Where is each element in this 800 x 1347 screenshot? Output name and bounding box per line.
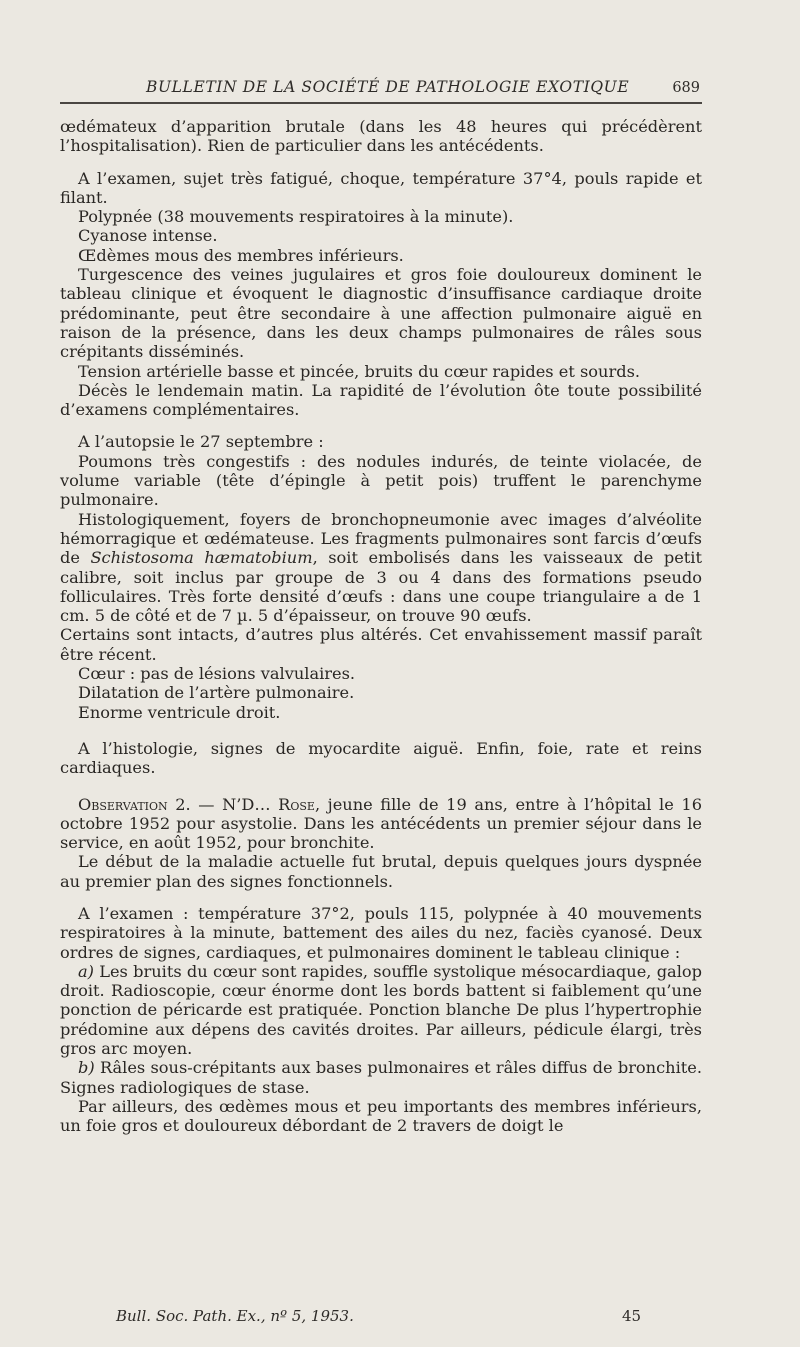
running-title: BULLETIN DE LA SOCIÉTÉ DE PATHOLOGIE EXOTIQUE <box>146 78 630 96</box>
signature-mark: 45 <box>622 1307 642 1325</box>
paragraph: Œdèmes mous des membres inférieurs. <box>78 245 404 265</box>
item-a-text: Les bruits du cœur sont rapides, souffle systolique mésocardiaque, galop droit. Radioscopie, cœur énorme dont les bords battent si faiblement qu’une ponction de péricarde est pratiquée. Ponction blanche De plus l’hypertrophie prédomine aux dépens des cavités droites. Par ailleurs, pédicule élargi, très gros arc moyen. <box>60 961 702 1059</box>
paragraph: A l’examen, sujet très fatigué, choque, température 37°4, pouls rapide et filant. <box>60 168 702 207</box>
page-number: 689 <box>672 80 700 96</box>
journal-reference: Bull. Soc. Path. Ex., nº 5, 1953. <box>116 1307 354 1325</box>
histology-text-start: Histologiquement, foyers de bronchopneumonie avec images d’alvéolite hémorragique et œdémateuse. Les fragments pulmonaires sont farcis d’œufs de <box>60 509 702 568</box>
paragraph: Dilatation de l’artère pulmonaire. <box>78 683 355 703</box>
item-b-text: Râles sous-crépitants aux bases pulmonaires et râles diffus de bronchite. Signes radiologiques de stase. <box>60 1058 702 1097</box>
patient-name: Rose <box>278 794 315 814</box>
paragraph: Polypnée (38 mouvements respiratoires à la minute). <box>78 207 514 227</box>
observation-paragraph <box>60 795 702 853</box>
observation-label: Observation 2. <box>78 794 191 814</box>
paragraph: Tension artérielle basse et pincée, bruits du cœur rapides et sourds. <box>78 361 641 381</box>
paragraph: œdémateux d’apparition brutale (dans les 48 heures qui précédèrent l’hospitalisation). Rien de particulier dans les antécédents. <box>60 117 702 156</box>
paragraph: A l’histologie, signes de myocardite aiguë. Enfin, foie, rate et reins cardiaques. <box>60 738 702 778</box>
page-footer <box>60 1307 702 1331</box>
histology-paragraph <box>60 510 702 626</box>
paragraph: Par ailleurs, des œdèmes mous et peu importants des membres inférieurs, un foie gros et douloureux débordant de 2 travers de doigt le <box>60 1096 702 1136</box>
paragraph: Enorme ventricule droit. <box>78 702 281 722</box>
item-a-marker: a) <box>78 961 94 981</box>
paragraph: Poumons très congestifs : des nodules indurés, de teinte violacée, de volume variable (tête d’épingle à petit pois) truffent le parenchyme pulmonaire. <box>60 451 702 510</box>
body-text <box>60 117 702 1136</box>
paragraph: Certains sont intacts, d’autres plus altérés. Cet envahissement massif paraît être récent. <box>60 625 702 664</box>
paragraph: Décès le lendemain matin. La rapidité de l’évolution ôte toute possibilité d’examens complémentaires. <box>60 380 702 420</box>
observation-text: , jeune fille de 19 ans, entre à l’hôpital le 16 octobre 1952 pour asystolie. Dans les antécédents un premier séjour dans le service, en août 1952, pour bronchite. <box>60 794 702 853</box>
observation-dash: — N’D… <box>190 794 279 814</box>
species-name: Schistosoma hæmatobium <box>90 548 313 568</box>
item-b-marker: b) <box>78 1058 95 1078</box>
histology-text-end: , soit embolisés dans les vaisseaux de petit calibre, soit inclus par groupe de 3 ou 4 dans des formations pseudo folliculaires. Très forte densité d’œufs : dans une coupe triangulaire a de 1 cm. 5 de côté et de 7 µ. 5 d’épaisseur, on trouve 90 œufs. <box>60 548 702 626</box>
paragraph: Turgescence des veines jugulaires et gros foie douloureux dominent le tableau clinique et évoquent le diagnostic d’insuffisance cardiaque droite prédominante, peut être secondaire à une affection pulmonaire aiguë en raison de la présence, dans les deux champs pulmonaires de râles sous crépitants disséminés. <box>60 265 702 362</box>
paragraph: Cœur : pas de lésions valvulaires. <box>78 664 356 684</box>
header-rule <box>60 102 702 104</box>
item-b-paragraph <box>60 1058 702 1097</box>
item-a-paragraph <box>60 962 702 1058</box>
paragraph: A l’autopsie le 27 septembre : <box>78 432 324 452</box>
page-header <box>60 72 700 102</box>
paragraph: Cyanose intense. <box>78 226 218 246</box>
paragraph: A l’examen : température 37°2, pouls 115, polypnée à 40 mouvements respiratoires à la minute, battement des ailes du nez, faciès cyanosé. Deux ordres de signes, cardiaques, et pulmonaires dominent le tableau clinique : <box>60 903 702 962</box>
paragraph: Le début de la maladie actuelle fut brutal, depuis quelques jours dyspnée au premier plan des signes fonctionnels. <box>60 852 702 891</box>
